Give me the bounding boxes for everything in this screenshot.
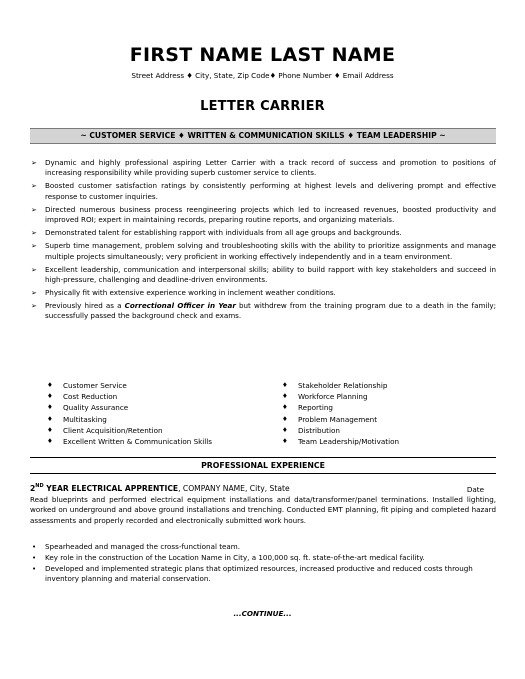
job-heading bbox=[30, 484, 496, 493]
arrow-bullet-icon: ➢ bbox=[31, 242, 37, 251]
arrow-bullet-icon: ➢ bbox=[31, 265, 37, 274]
skills-banner: ~ CUSTOMER SERVICE ♦ WRITTEN & COMMUNICATION SKILLS ♦ TEAM LEADERSHIP ~ bbox=[30, 128, 496, 144]
competency-item: ♦ Client Acquisition/Retention bbox=[47, 425, 163, 435]
competency-item: ♦ Reporting bbox=[282, 403, 333, 413]
summary-item: ➢ Boosted customer satisfaction ratings by consistently performing at highest levels and delivering prompt and effective response to customer inquiries. bbox=[31, 181, 496, 201]
diamond-bullet-icon: ♦ bbox=[47, 403, 53, 412]
summary-item: ➢ Directed numerous business process reengineering projects which led to increased revenues, boosted productivity and improved ROI; expert in maintaining records, preparing routine reports, and organizing materials. bbox=[31, 204, 496, 225]
bullet-icon: • bbox=[32, 564, 37, 573]
job-achievements-list bbox=[30, 542, 496, 585]
job-date: Date bbox=[466, 485, 484, 494]
competency-item: ♦ Problem Management bbox=[282, 414, 378, 424]
summary-item: ➢ Physically fit with extensive experience working in inclement weather conditions. bbox=[31, 288, 336, 298]
achievement-item: • Key role in the construction of the Location Name in City, a 100,000 sq. ft. state-of-the-art medical facility. bbox=[32, 552, 425, 562]
diamond-bullet-icon: ♦ bbox=[282, 425, 288, 434]
bullet-icon: • bbox=[32, 543, 37, 551]
job-title: 2ND YEAR ELECTRICAL APPRENTICE bbox=[30, 483, 179, 493]
competencies-left-column bbox=[47, 380, 212, 447]
arrow-bullet-icon: ➢ bbox=[31, 182, 37, 191]
company-location: , COMPANY NAME, City, State bbox=[178, 484, 290, 493]
diamond-bullet-icon: ♦ bbox=[47, 392, 53, 401]
diamond-bullet-icon: ♦ bbox=[282, 403, 288, 412]
diamond-bullet-icon: ♦ bbox=[47, 414, 53, 423]
competency-item: ♦ Team Leadership/Motivation bbox=[282, 437, 400, 447]
diamond-bullet-icon: ♦ bbox=[282, 414, 288, 423]
competency-item: ♦ Customer Service bbox=[47, 381, 127, 390]
competency-item: ♦ Multitasking bbox=[47, 414, 107, 424]
summary-item: ➢ Previously hired as a Correctional Officer in Year but withdrew from the training program due to a death in the family; successfully passed the background check and exams. bbox=[31, 301, 497, 321]
diamond-bullet-icon: ♦ bbox=[282, 392, 288, 401]
diamond-bullet-icon: ♦ bbox=[47, 381, 53, 389]
diamond-bullet-icon: ♦ bbox=[47, 425, 53, 434]
summary-list bbox=[30, 158, 496, 324]
summary-item: ➢ Dynamic and highly professional aspiring Letter Carrier with a track record of success and promotion to positions of increasing responsibility while providing superb customer service to clients. bbox=[31, 158, 496, 178]
section-heading-experience: PROFESSIONAL EXPERIENCE bbox=[30, 457, 496, 474]
summary-item: ➢ Superb time management, problem solving and troubleshooting skills with the ability to prioritize assignments and manage multiple projects simultaneously; very proficient in working effectively independently and in a team environment. bbox=[31, 241, 496, 261]
summary-item: ➢ Excellent leadership, communication and interpersonal skills; ability to build rapport with key stakeholders and succeed in high-pressure, challenging and deadline-driven environments. bbox=[31, 264, 496, 285]
competency-item: ♦ Quality Assurance bbox=[47, 403, 129, 413]
competency-item: ♦ Workforce Planning bbox=[282, 392, 368, 402]
summary-item: ➢ Demonstrated talent for establishing rapport with individuals from all age groups and backgrounds. bbox=[31, 228, 402, 238]
candidate-name: FIRST NAME LAST NAME bbox=[129, 44, 396, 66]
contact-line: Street Address ♦ City, State, Zip Code♦ Phone Number ♦ Email Address bbox=[131, 71, 394, 80]
achievement-item: • Spearheaded and managed the cross-functional team. bbox=[32, 542, 241, 551]
continue-marker: ...CONTINUE... bbox=[233, 609, 292, 618]
achievement-item: • Developed and implemented strategic plans that optimized resources, increased productive and reduced costs through inventory planning and material conservation. bbox=[32, 563, 473, 583]
diamond-bullet-icon: ♦ bbox=[282, 437, 288, 446]
competency-item: ♦ Excellent Written & Communication Skills bbox=[47, 437, 213, 447]
job-description: Read blueprints and performed electrical equipment installations and data/transformer/panel terminations. Installed lighting, worked on underground and above ground installations and trenching. Conducted EMT planning, fit piping and completed hazard assessments and properly recorded and electronically submitted work hours. bbox=[30, 495, 496, 525]
arrow-bullet-icon: ➢ bbox=[31, 302, 37, 311]
job-title-heading: LETTER CARRIER bbox=[200, 99, 325, 114]
arrow-bullet-icon: ➢ bbox=[31, 159, 37, 167]
competency-item: ♦ Stakeholder Relationship bbox=[282, 381, 388, 390]
arrow-bullet-icon: ➢ bbox=[31, 229, 37, 238]
arrow-bullet-icon: ➢ bbox=[31, 205, 37, 214]
arrow-bullet-icon: ➢ bbox=[31, 289, 37, 298]
emphasis-text: Correctional Officer in Year bbox=[124, 301, 236, 311]
competencies-right-column bbox=[282, 380, 399, 447]
competency-item: ♦ Cost Reduction bbox=[47, 392, 118, 402]
diamond-bullet-icon: ♦ bbox=[47, 437, 53, 446]
competency-item: ♦ Distribution bbox=[282, 425, 340, 435]
diamond-bullet-icon: ♦ bbox=[282, 381, 288, 389]
bullet-icon: • bbox=[32, 553, 37, 562]
